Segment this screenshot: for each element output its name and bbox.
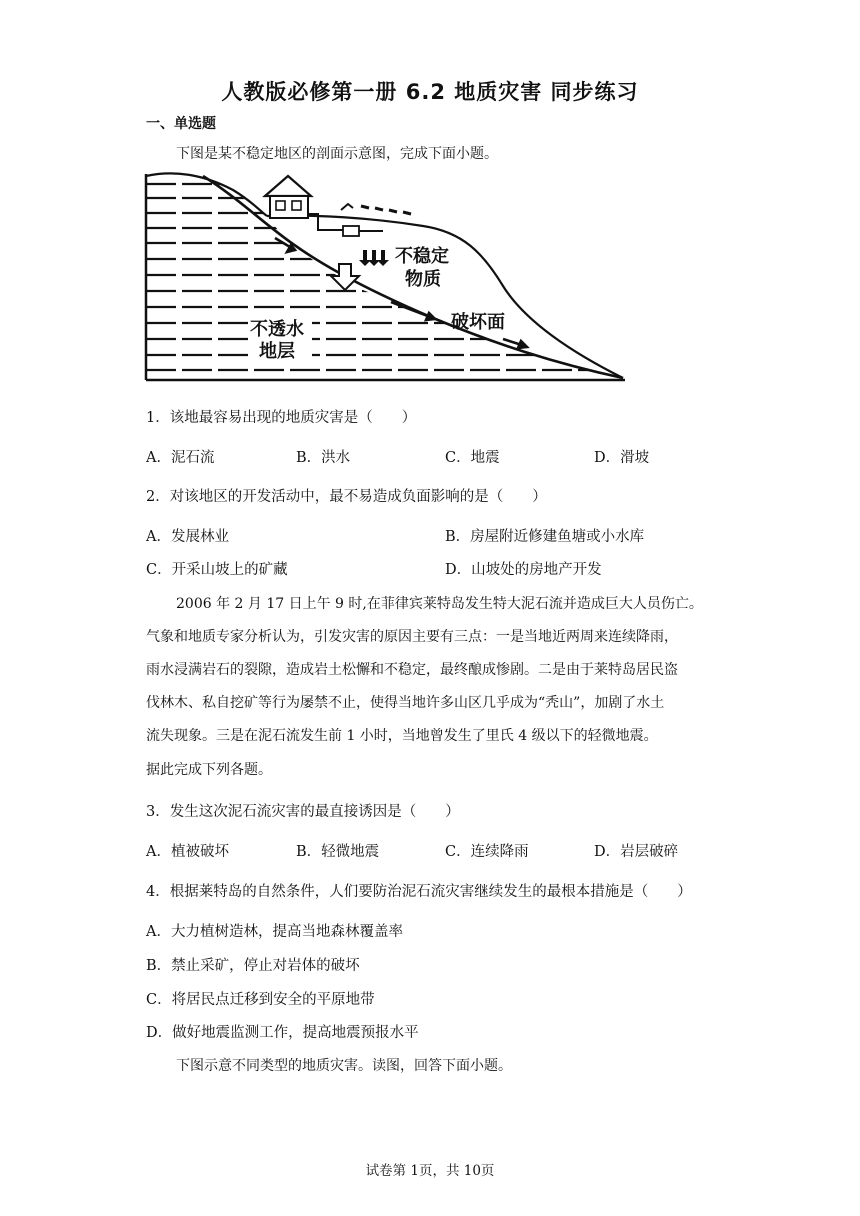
label-failure-surface: 破坏面: [451, 312, 505, 333]
question-intro: 下图是某不稳定地区的剖面示意图，完成下面小题。: [176, 146, 498, 162]
q1-option-d: D．滑坡: [594, 450, 650, 466]
landslide-profile-diagram: [143, 168, 628, 384]
question-1-stem: 1．该地最容易出现的地质灾害是（ ）: [146, 410, 417, 426]
page-footer: 试卷第 1页，共 10页: [365, 1163, 495, 1179]
q3-option-c: C．连续降雨: [445, 844, 529, 860]
label-impermeable-2: 地层: [259, 341, 295, 362]
page-title: 人教版必修第一册 6.2 地质灾害 同步练习: [221, 80, 639, 104]
q2-option-b: B．房屋附近修建鱼塘或小水库: [445, 529, 645, 545]
label-unstable-2: 物质: [405, 269, 441, 290]
q3-option-b: B．轻微地震: [296, 844, 380, 860]
q1-option-b: B．洪水: [296, 450, 351, 466]
q2-option-d: D．山坡处的房地产开发: [445, 562, 602, 578]
q1-option-a: A．泥石流: [146, 450, 215, 466]
question-4-stem: 4．根据莱特岛的自然条件，人们要防治泥石流灾害继续发生的最根本措施是（ ）: [146, 884, 692, 900]
q2-option-c: C．开采山坡上的矿藏: [146, 562, 288, 578]
q4-option-b: B．禁止采矿，停止对岩体的破坏: [146, 958, 360, 974]
q3-option-a: A．植被破坏: [146, 844, 229, 860]
q1-option-c: C．地震: [445, 450, 500, 466]
passage-line-1: 2006 年 2 月 17 日上午 9 时,在菲律宾莱特岛发生特大泥石流并造成巨大人员伤亡。: [176, 596, 703, 612]
passage-line-5: 流失现象。三是在泥石流发生前 1 小时，当地曾发生了里氏 4 级以下的轻微地震。: [146, 728, 658, 744]
section-heading: 一、单选题: [146, 116, 216, 132]
question-2-stem: 2．对该地区的开发活动中，最不易造成负面影响的是（ ）: [146, 489, 547, 505]
passage-line-3: 雨水浸满岩石的裂隙，造成岩土松懈和不稳定，最终酿成惨剧。二是由于莱特岛居民盗: [146, 662, 678, 678]
passage-line-2: 气象和地质专家分析认为，引发灾害的原因主要有三点：一是当地近两周来连续降雨，: [146, 629, 678, 645]
q4-option-c: C．将居民点迁移到安全的平原地带: [146, 992, 375, 1008]
q4-option-d: D．做好地震监测工作，提高地震预报水平: [146, 1025, 419, 1041]
label-impermeable-1: 不透水: [250, 319, 304, 340]
q2-option-a: A．发展林业: [146, 529, 229, 545]
q4-option-a: A．大力植树造林，提高当地森林覆盖率: [146, 924, 403, 940]
passage-instruction: 据此完成下列各题。: [146, 762, 272, 778]
question-3-stem: 3．发生这次泥石流灾害的最直接诱因是（ ）: [146, 804, 460, 820]
question-intro-2: 下图示意不同类型的地质灾害。读图，回答下面小题。: [176, 1058, 512, 1074]
passage-line-4: 伐林木、私自挖矿等行为屡禁不止，使得当地许多山区几乎成为“秃山”，加剧了水土: [146, 695, 665, 711]
q3-option-d: D．岩层破碎: [594, 844, 679, 860]
label-unstable-1: 不稳定: [395, 246, 449, 267]
